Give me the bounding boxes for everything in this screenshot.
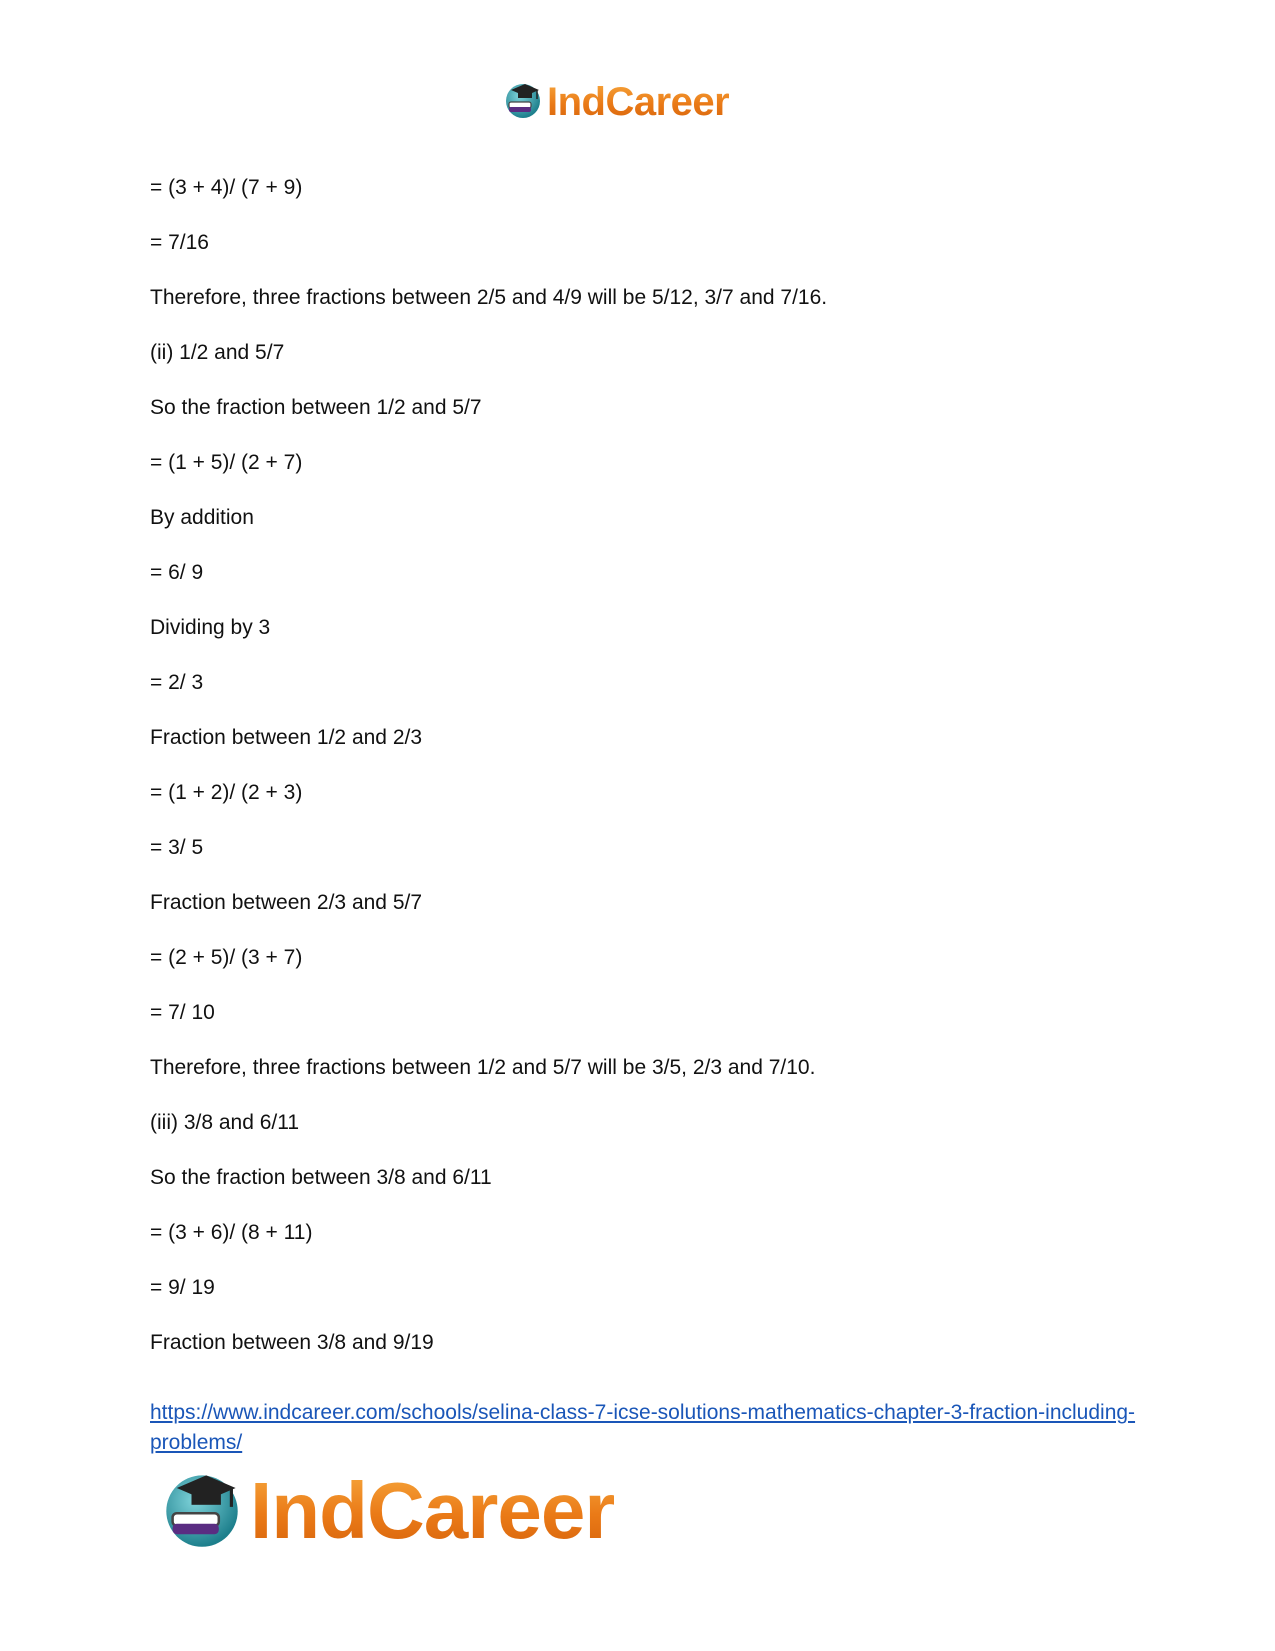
text-line: = 2/ 3 bbox=[150, 671, 204, 694]
text-line: = (2 + 5)/ (3 + 7) bbox=[150, 946, 303, 969]
footer-logo bbox=[160, 1468, 614, 1554]
text-line: Therefore, three fractions between 2/5 and 4/9 will be 5/12, 3/7 and 7/16. bbox=[150, 286, 828, 309]
text-line: Fraction between 1/2 and 2/3 bbox=[150, 726, 423, 749]
text-line: = 3/ 5 bbox=[150, 836, 204, 859]
text-line: = 9/ 19 bbox=[150, 1276, 215, 1299]
text-line: = (1 + 5)/ (2 + 7) bbox=[150, 451, 303, 474]
text-line: So the fraction between 1/2 and 5/7 bbox=[150, 396, 482, 419]
text-line: = 6/ 9 bbox=[150, 561, 204, 584]
text-line: So the fraction between 3/8 and 6/11 bbox=[150, 1166, 492, 1189]
text-line: = 7/ 10 bbox=[150, 1001, 215, 1024]
header-logo bbox=[503, 78, 729, 126]
source-link[interactable]: https://www.indcareer.com/schools/selina-class-7-icse-solutions-mathematics-chapter-3-fraction-including-problems/ bbox=[150, 1401, 1136, 1454]
text-line: = 7/16 bbox=[150, 231, 209, 254]
text-line: = (3 + 4)/ (7 + 9) bbox=[150, 176, 303, 199]
text-line: = (1 + 2)/ (2 + 3) bbox=[150, 781, 303, 804]
document-body bbox=[150, 176, 1130, 1386]
text-line: Fraction between 2/3 and 5/7 bbox=[150, 891, 423, 914]
text-line: Therefore, three fractions between 1/2 and 5/7 will be 3/5, 2/3 and 7/10. bbox=[150, 1056, 816, 1079]
graduation-cap-book-globe-icon bbox=[503, 80, 543, 125]
logo-text: IndCareer bbox=[547, 80, 730, 124]
text-line: Fraction between 3/8 and 9/19 bbox=[150, 1331, 434, 1354]
logo-text: IndCareer bbox=[250, 1466, 615, 1555]
text-line: (ii) 1/2 and 5/7 bbox=[150, 341, 285, 364]
text-line: = (3 + 6)/ (8 + 11) bbox=[150, 1221, 313, 1244]
text-line: By addition bbox=[150, 506, 254, 529]
text-line: Dividing by 3 bbox=[150, 616, 271, 639]
graduation-cap-book-globe-icon bbox=[160, 1467, 244, 1556]
text-line: (iii) 3/8 and 6/11 bbox=[150, 1111, 300, 1134]
